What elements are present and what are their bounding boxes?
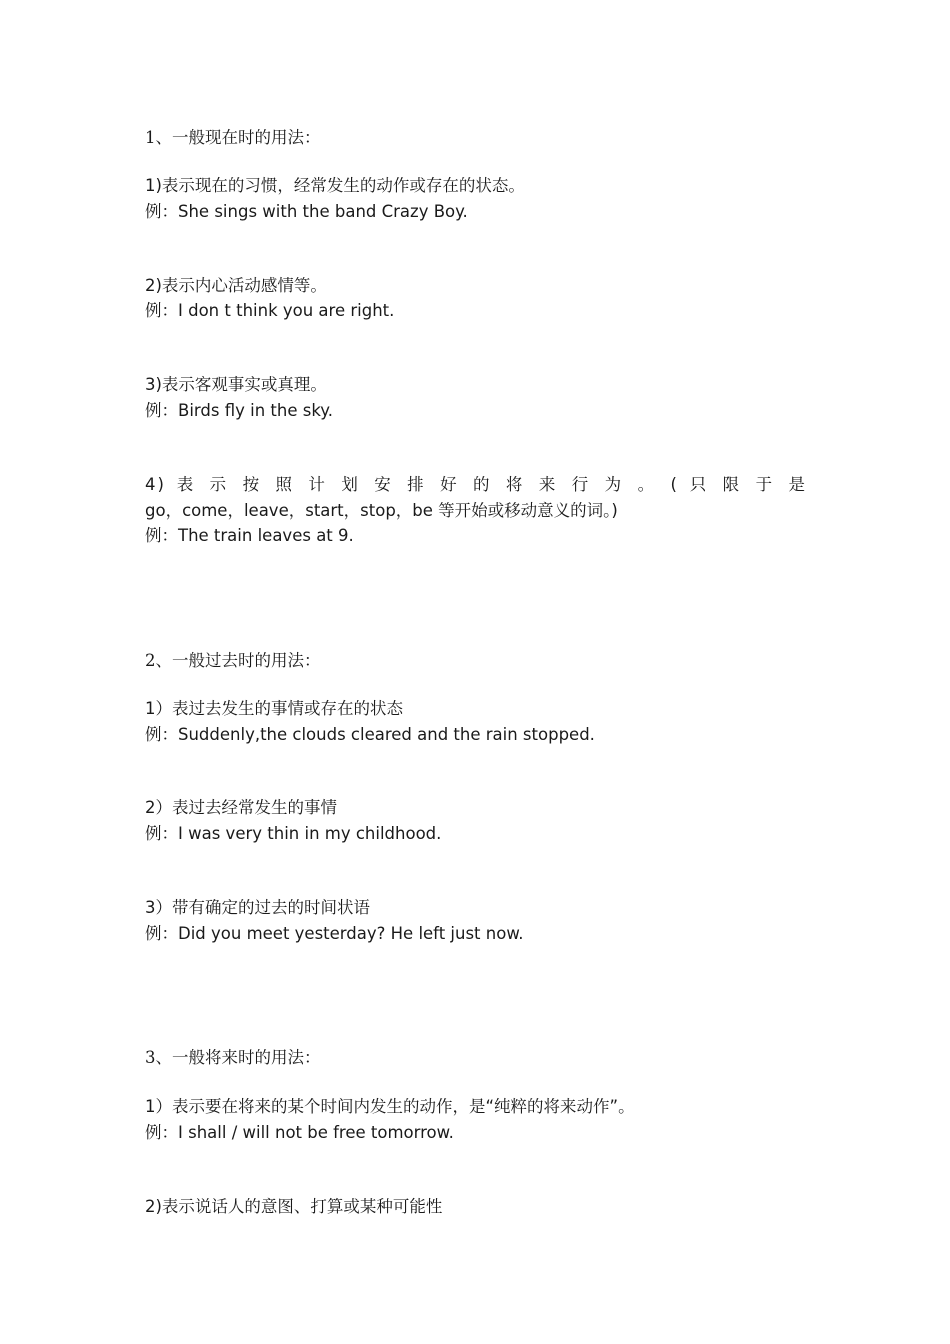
- section-heading: 3、一般将来时的用法：: [145, 1048, 321, 1067]
- item-example: 例：Suddenly,the clouds cleared and the rain stopped.: [145, 725, 595, 744]
- item-label: 2)表示内心活动感情等。: [145, 276, 327, 295]
- item-example: 例：Did you meet yesterday? He left just now.: [145, 924, 524, 943]
- item-label-continued: go，come，leave，start，stop，be 等开始或移动意义的词。): [145, 501, 618, 520]
- item-label: 1）表过去发生的事情或存在的状态: [145, 699, 403, 718]
- item-example: 例：The train leaves at 9.: [145, 526, 354, 545]
- item-label: 3)表示客观事实或真理。: [145, 375, 327, 394]
- item-label: 3）带有确定的过去的时间状语: [145, 898, 370, 917]
- item-example: 例：She sings with the band Crazy Boy.: [145, 202, 468, 221]
- item-label: 1)表示现在的习惯，经常发生的动作或存在的状态。: [145, 176, 525, 195]
- item-label: 4) 表 示 按 照 计 划 安 排 好 的 将 来 行 为 。 ( 只 限 于 是: [145, 475, 807, 494]
- item-example: 例：I don t think you are right.: [145, 301, 395, 320]
- item-label: 2)表示说话人的意图、打算或某种可能性: [145, 1197, 443, 1216]
- item-example: 例：I was very thin in my childhood.: [145, 824, 442, 843]
- section-heading: 2、一般过去时的用法：: [145, 651, 321, 670]
- section-heading: 1、一般现在时的用法：: [145, 128, 321, 147]
- item-example: 例：I shall / will not be free tomorrow.: [145, 1123, 454, 1142]
- item-example: 例：Birds fly in the sky.: [145, 401, 333, 420]
- item-label: 2）表过去经常发生的事情: [145, 798, 337, 817]
- item-label: 1）表示要在将来的某个时间内发生的动作，是“纯粹的将来动作”。: [145, 1097, 635, 1116]
